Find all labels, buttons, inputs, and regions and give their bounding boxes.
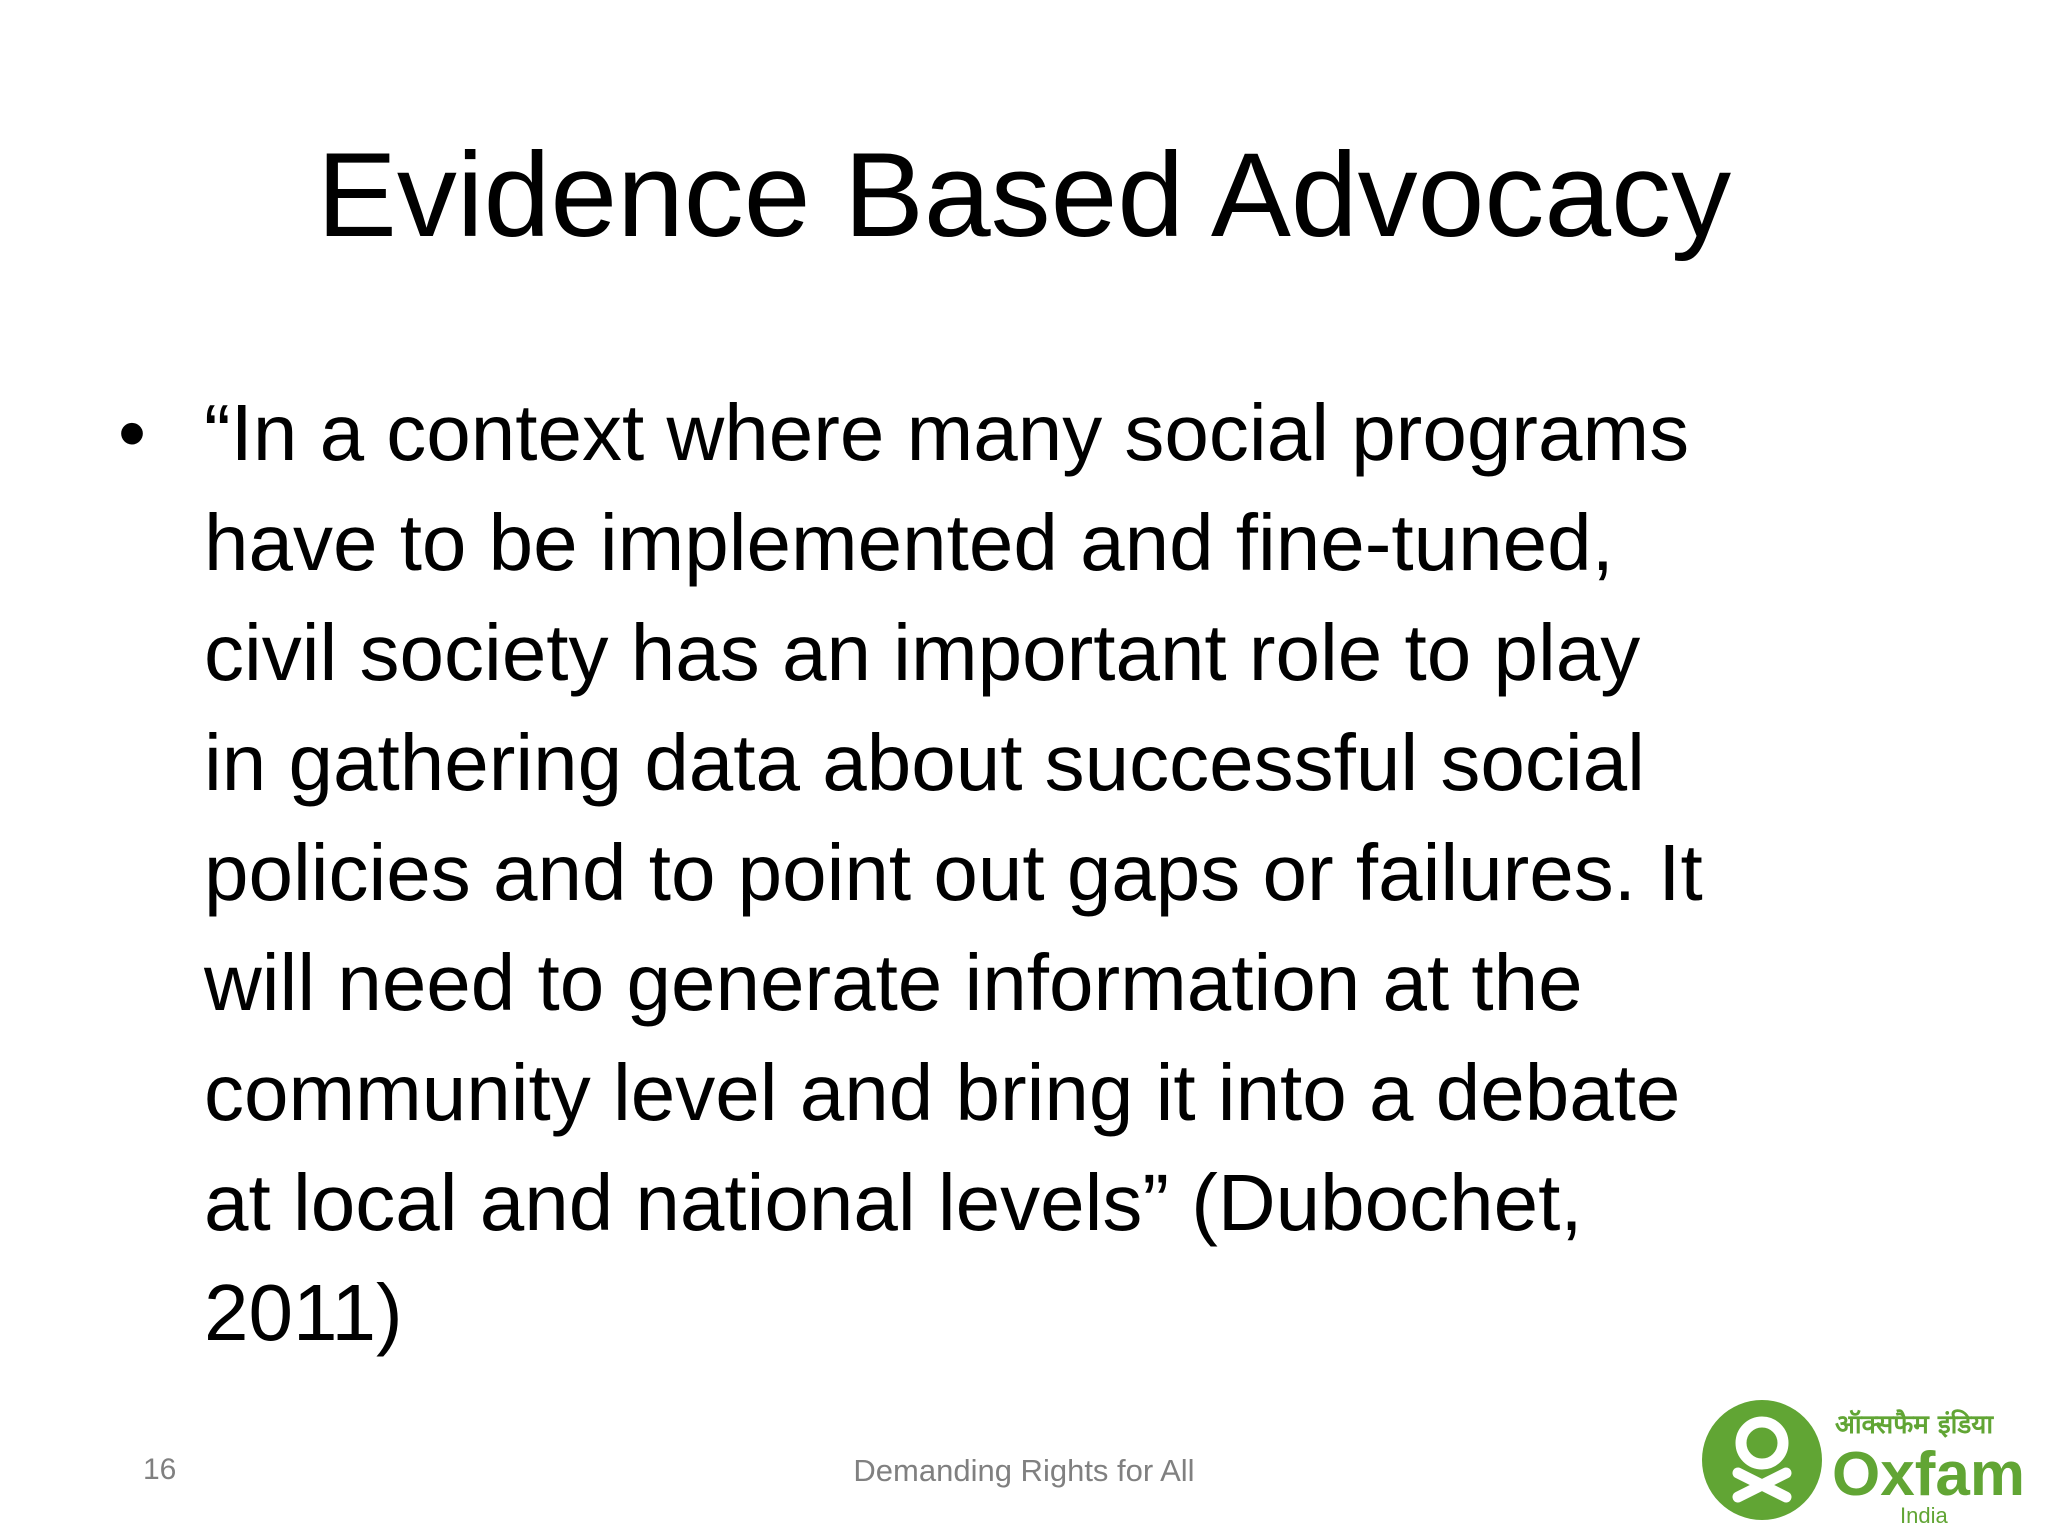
footer-text: Demanding Rights for All xyxy=(853,1453,1195,1488)
logo-subtext: India xyxy=(1900,1503,1948,1525)
oxfam-logo-icon xyxy=(1700,1395,2030,1525)
bullet-glyph: • xyxy=(118,388,147,477)
slide-title: Evidence Based Advocacy xyxy=(316,128,1732,262)
bullet-line: have to be implemented and fine-tuned, xyxy=(204,498,1614,587)
bullet-item xyxy=(118,378,1948,1368)
bullet-line: at local and national levels” (Dubochet, xyxy=(204,1158,1583,1247)
bullet-line: 2011) xyxy=(204,1268,403,1357)
bullet-text xyxy=(204,378,1934,1368)
bullet-line: community level and bring it into a debate xyxy=(204,1048,1681,1137)
logo-brand-text: Oxfam xyxy=(1832,1440,2025,1509)
bullet-line: in gathering data about successful social xyxy=(204,718,1645,807)
bullet-line: will need to generate information at the xyxy=(204,938,1583,1027)
bullet-line: civil society has an important role to play xyxy=(204,608,1641,697)
bullet-line: “In a context where many social programs xyxy=(204,388,1690,477)
logo-hindi-text: ऑक्सफैम इंडिया xyxy=(1835,1410,1994,1440)
slide-number: 16 xyxy=(143,1453,177,1486)
oxfam-logo xyxy=(1700,1395,2030,1525)
bullet-line: policies and to point out gaps or failures. It xyxy=(204,828,1703,917)
bullet-list xyxy=(118,378,1948,1368)
